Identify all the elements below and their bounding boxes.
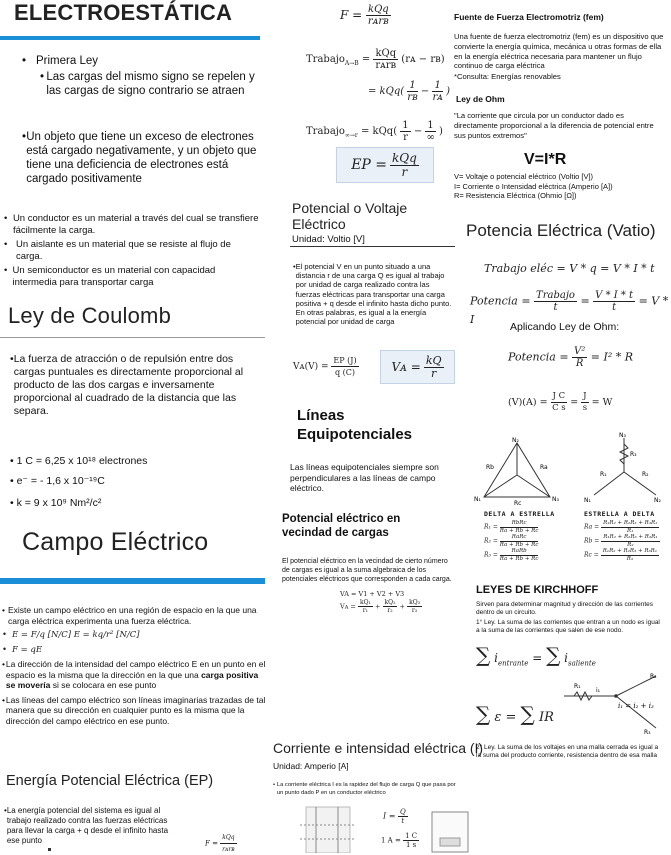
trabajo-ab-sub: A→B (344, 60, 359, 67)
svg-text:R₂: R₂ (642, 471, 649, 478)
vecindad-text: El potencial eléctrico en la vecindad de cierto número de cargas es igual a la suma algebraica de los potenciales eléctricos que corresponden a cada carga. (282, 558, 452, 583)
ohm-text: "La corriente que circula por un conductor dado es directamente proporcional a la diferencia de potencial entre sus puntos extremos" (454, 111, 654, 140)
kirchhoff-formula-1: ∑ $i_{entrante}$ = ∑ $i_{saliente}$ (476, 643, 596, 668)
primera-ley-label: Primera Ley (36, 55, 98, 67)
svg-text:R₂: R₂ (650, 673, 657, 680)
trabajo-elec-formula: Trabajo eléc = V * q = V * I * t (484, 262, 655, 275)
e-value-text: e⁻ = - 1,6 x 10⁻¹⁹C (16, 475, 105, 487)
kirchhoff-ley1: 1° Ley. La suma de las corrientes que entran a un nodo es igual a la suma de las corrientes que salen de ese nodo. (476, 619, 660, 635)
conductor-diagram (298, 805, 358, 853)
svg-text:Ra: Ra (540, 464, 548, 471)
trabajo-inf-sub: ∞→r (344, 132, 358, 139)
trabajo-ab-formula: Trabajo$_{A\to B}$ = $\frac{\text{kQq}}{\text{rᴀrʙ}}$ (rᴀ − rʙ) (306, 48, 445, 71)
svg-text:N₃: N₃ (552, 496, 559, 503)
svg-text:Rb: Rb (486, 464, 494, 471)
star-diagram (582, 430, 667, 508)
blue-divider (0, 36, 260, 40)
svg-text:N₂: N₂ (654, 497, 661, 504)
svg-text:i₁: i₁ (596, 687, 601, 694)
estrella-delta-label: ESTRELLA A DELTA (584, 510, 655, 518)
estrella-delta-formulas: Ra = $\frac{\text{R₁R₂ + R₂R₃ + R₃R₁}}{\text{R₁}}$ Rb = $\frac{\text{R₁R₂ + R₂R₃ + R₃R₁}}{\text{R₂}}$ Rc = $\frac{\text{R₁R₂ + R₂R₃ + R₃R₁}}{\text{R₃}}$ (584, 520, 658, 562)
ohm-defs (454, 172, 613, 201)
campo-3-text: Las líneas del campo eléctrico son líneas imaginarias trazadas de tal manera que su dirección en cualquier punto es la misma que la dirección del campo eléctrico en ese punto. (5, 694, 266, 726)
primera-ley-block: • Primera Ley • Las cargas del mismo signo se repelen y las cargas de signo contrario se atraen (22, 54, 262, 98)
fem-note: *Consulta: Energías renovables (454, 72, 561, 81)
vecindad-title: Potencial eléctrico en vecindad de cargas (282, 513, 401, 539)
coulomb-title: Ley de Coulomb (8, 303, 172, 328)
e-value: • e⁻ = - 1,6 x 10⁻¹⁹C (10, 475, 105, 487)
potencia-title: Potencia Eléctrica (Vatio) (466, 221, 656, 240)
corriente-bullet: • La corriente eléctrica I es la rapidez del flujo de carga Q que pasa por un punto dado P en un conductor eléctrico (273, 782, 463, 797)
potencial-text: El potencial V en un punto situado a una distancia r de una carga Q es igual al trabajo por unidad de carga realizado contra las fuerzas eléctricas para transportar una carga positiva + q desde el infinito hasta dicho punto. En otras palabras, es igual a la energía potencial por unidad de carga (295, 262, 452, 327)
v-def: V= Voltaje o potencial eléctrico (Voltio [V]) (454, 172, 594, 181)
campo-formula-1: E = F/q [N/C] E = kq/r² [N/C] (12, 630, 140, 640)
vatio-formula: (V)(A) = $\frac{\text{J C}}{\text{C s}}$ = $\frac{J}{s}$ = W (508, 391, 613, 413)
corriente-formula-2: 1 A = $\frac{1 C}{1 s}$ (381, 832, 418, 849)
campo-list: • Existe un campo eléctrico en una región de espacio en la que una carga eléctrica experimenta una fuerza eléctrica. • E = F/q [N/C] E = kq/r² [N/C] • F = qE • La dirección de la intensidad del campo eléctrico E en un punto en el espacio es la misma que la dirección en la que una carga positiva se movería si se colocara en ese punto • Las líneas del campo eléctrico son líneas imaginarias trazadas de tal manera que su dirección en cualquier punto es la misma que la dirección del campo eléctrico en ese punto. (2, 605, 266, 726)
delta-estrella-label: DELTA A ESTRELLA (484, 510, 555, 518)
trabajo-inf-label: Trabajo (306, 126, 345, 137)
corriente-formula-1: I = $\frac{Q}{t}$ (383, 808, 406, 825)
k-value: • k = 9 x 10⁹ Nm²/c² (10, 497, 102, 509)
svg-text:i₁ = i₂ + i₃: i₁ = i₂ + i₃ (618, 702, 654, 710)
trabajo-inf-formula: Trabajo$_{\infty\to r}$ = kQq( $\frac{1}{r}$ − $\frac{1}{\infty}$ ) (306, 120, 443, 143)
circuit-thumb (430, 810, 470, 853)
primera-ley-text: Las cargas del mismo signo se repelen y las cargas de signo contrario se atraen (46, 71, 255, 97)
svg-text:N₁: N₁ (584, 497, 591, 504)
vecindad-formula-1: VA = V1 + V2 + V3 (340, 590, 405, 598)
delta-estrella-formulas: R₁ = $\frac{\text{RbRc}}{Ra + Rb + Rc}$ R₂ = $\frac{\text{RaRc}}{Ra + Rb + Rc}$ R₃ = $\frac{\text{RaRb}}{Ra + Rb + Rc}$ (484, 520, 539, 562)
energia-title: Energía Potencial Eléctrica (EP) (6, 773, 214, 789)
fem-title: Fuente de Fuerza Electromotriz (fem) (454, 12, 604, 22)
aplicando-label: Aplicando Ley de Ohm: (510, 321, 620, 333)
lineas-title: Líneas Equipotenciales (297, 407, 413, 443)
svg-text:R₁: R₁ (574, 683, 581, 690)
potencial-unit: Unidad: Voltio [V] (292, 234, 365, 245)
kirchhoff-intro: Sirven para determinar magnitud y dirección de las corrientes dentro de un circuito. (476, 601, 654, 617)
coulomb-bullet: • La fuerza de atracción o de repulsión entre dos cargas puntuales es directamente proporcional al producto de las dos cargas e inversamente proporcional al cuadrado de la distancia que las separa. (10, 353, 255, 418)
corriente-unit: Unidad: Amperio [A] (273, 761, 349, 771)
lineas-text: Las líneas equipotenciales siempre son perpendiculares a las líneas de campo eléctrico. (290, 462, 439, 493)
semiconductor-text: Un semiconductor es un material con capacidad intermedia para transportar carga (12, 265, 216, 288)
fem-text: Una fuente de fuerza electromotriz (fem) es un dispositivo que convierte la energía química, mecánica u otras formas de ella en la energía eléctrica necesaria para mantener un flujo continuo de carga eléctrica (454, 32, 664, 71)
energia-bullet: • La energía potencial del sistema es igual al trabajo realizado contra las fuerzas eléctricas para llevar la carga + q desde el infinito hasta ese punto (4, 806, 179, 846)
va-formula-1: Vᴀ(V) = $\frac{EP (J)}{q (C)}$ (293, 356, 357, 377)
vir-formula: V=I*R (524, 151, 567, 168)
trabajo-ab-formula-2: = kQq( $\frac{1}{\text{rʙ}}$ − $\frac{1}{\text{rᴀ}}$ ) (368, 80, 450, 103)
energia-formula: F = $\frac{\text{kQq}}{\text{rᴀrʙ}}$ (205, 834, 235, 853)
vecindad-formula: VA = V1 + V2 + V3 Vᴀ = $\frac{\text{kQ₁}}{\text{r₁}}$ + $\frac{\text{kQ₂}}{\text{r₂}}$ + $\frac{\text{kQ₃}}{\text{r₃}}$ (340, 590, 421, 614)
svg-text:R₃: R₃ (630, 451, 637, 458)
campo-2c: si se colocara en ese punto (50, 680, 157, 690)
divider-line (0, 337, 265, 338)
kirchhoff-formula-2: ∑ ε = ∑ IR (476, 702, 554, 726)
potencial-title: Potencial o Voltaje Eléctrico (292, 200, 408, 232)
conductor-text: Un conductor es un material a través del cual se transfiere fácilmente la carga. (12, 213, 259, 236)
blue-divider-2 (0, 578, 265, 584)
electrostatica-title: ELECTROESTÁTICA (14, 0, 233, 25)
delta-diagram (472, 435, 562, 507)
aislante-text: Un aislante es un material que se resiste al flujo de carga. (15, 239, 231, 262)
coulomb-text: La fuerza de atracción o de repulsión entre dos cargas puntuales es directamente proporcional al producto de las dos cargas e inversamente proporcional al cuadrado de la distancia que las separa. (13, 353, 244, 417)
svg-text:R₁: R₁ (600, 471, 607, 478)
corriente-text: La corriente eléctrica I es la rapidez del flujo de carga Q que pasa por un punto dado P en un conductor eléctrico (276, 782, 456, 796)
va-formula-box: Vᴀ = $\frac{kQ}{r}$ (380, 350, 455, 384)
campo-formula-2: F = qE (12, 644, 43, 655)
campo-2b: carga positiva se movería (5, 669, 259, 690)
node-diagram (560, 670, 668, 738)
k-value-text: k = 9 x 10⁹ Nm²/c² (16, 497, 102, 509)
svg-text:N₁: N₁ (474, 496, 481, 503)
svg-text:Rc: Rc (514, 500, 522, 507)
c-value: • 1 C = 6,25 x 10¹⁸ electrones (10, 455, 148, 467)
kirchhoff-title: LEYES DE KIRCHHOFF (476, 584, 599, 596)
potencia-formula: Potencia = $\frac{\text{Trabajo}}{t}$ = $\frac{V * I * t}{t}$ = V * I (470, 290, 669, 326)
ep-formula-box: EP = $\frac{\text{kQq}}{r}$ (336, 147, 434, 183)
exceso-bullet: • Un objeto que tiene un exceso de electrones está cargado negativamente, y un objeto que tiene una deficiencia de electrones está cargado positivamente (22, 130, 262, 186)
exceso-text: Un objeto que tiene un exceso de electrones está cargado negativamente, y un objeto que tiene una deficiencia de electrones está cargado positivamente (26, 131, 257, 185)
corriente-title: Corriente e intensidad eléctrica (I) (273, 740, 484, 756)
campo-2-text (6, 659, 267, 691)
campo-1-text: Existe un campo eléctrico en una región de espacio en la que una carga eléctrica experimenta una fuerza eléctrica. (7, 605, 257, 626)
energia-text: La energía potencial del sistema es igual al trabajo realizado contra las fuerzas eléctricas para llevar la carga + q desde el infinito hasta ese punto (6, 806, 169, 845)
svg-text:N₃: N₃ (619, 432, 626, 439)
svg-text:R₃: R₃ (644, 729, 651, 736)
potencial-underline (290, 246, 455, 247)
kirchhoff-ley2: 2° Ley. La suma de los voltajes en una malla cerrada es igual a la suma del producto corriente, resistencia dentro de esa malla (476, 744, 659, 760)
potencial-bullet: • El potencial V en un punto situado a una distancia r de una carga Q es igual al trabajo por unidad de carga realizado contra las fuerzas eléctricas para transportar una carga positiva + q desde el infinito hasta dicho punto. En otras palabras, es igual a la energía potencial por unidad de carga (293, 262, 452, 327)
r-def: R= Resistencia Eléctrica (Ohmio [Ω]) (454, 191, 577, 200)
campo-2a: La dirección de la intensidad del campo eléctrico E en un punto en el espacio es la misma que la dirección en la que una (5, 659, 266, 680)
ohm-title: Ley de Ohm (456, 94, 505, 104)
small-dot (48, 848, 51, 851)
c-value-text: 1 C = 6,25 x 10¹⁸ electrones (16, 455, 148, 467)
campo-title: Campo Eléctrico (22, 528, 209, 556)
svg-text:N₂: N₂ (512, 437, 519, 444)
i-def: I= Corriente o Intensidad eléctrica (Amperio [A]) (454, 181, 613, 191)
materiales-list: • Un conductor es un material a través del cual se transfiere fácilmente la carga. • Un aislante es un material que se resiste al flujo de carga. • Un semiconductor es un material con capacidad intermedia para transportar carga (4, 213, 259, 288)
potencia-ohm-formula: Potencia = $\frac{\text{V²}}{R}$ = I² * R (508, 346, 634, 369)
trabajo-ab-label: Trabajo (306, 54, 345, 65)
force-formula: F = $\frac{\text{kQq}}{\text{rᴀrʙ}}$ (340, 4, 389, 27)
